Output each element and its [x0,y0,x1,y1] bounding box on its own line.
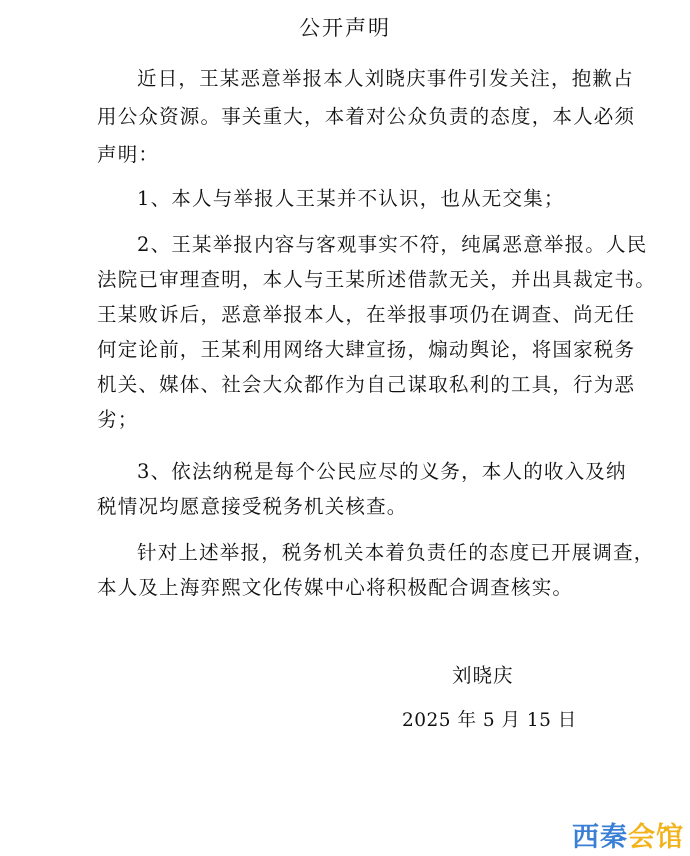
paragraph-line: 劣； [97,408,139,431]
paragraph-line: 机关、媒体、社会大众都作为自己谋取私利的工具，行为恶 [97,373,636,396]
paragraph-line: 本人及上海弈熙文化传媒中心将积极配合调查核实。 [97,576,574,599]
paragraph-line: 王某败诉后，恶意举报本人，在举报事项仍在调查、尚无任 [97,303,636,326]
paragraph-line: 用公众资源。事关重大，本着对公众负责的态度，本人必须 [97,105,636,128]
site-watermark [572,815,684,854]
watermark-part-1: 西秦 [572,822,628,853]
paragraph-line: 何定论前，王某利用网络大肆宣扬，煽动舆论，将国家税务 [97,338,636,361]
page-title: 公开声明 [299,16,391,40]
paragraph-line: 声明： [97,143,160,166]
signature: 刘晓庆 [452,664,514,687]
paragraph-line: 3、依法纳税是每个公民应尽的义务，本人的收入及纳 [137,460,627,483]
paragraph-line: 2、王某举报内容与客观事实不符，纯属恶意举报。人民 [137,233,648,256]
paragraph-line: 针对上述举报，税务机关本着负责任的态度已开展调查， [137,541,655,564]
statement-date: 2025 年 5 月 15 日 [402,710,577,731]
paragraph-line: 1、本人与举报人王某并不认识，也从无交集； [137,187,565,210]
watermark-part-2: 会馆 [628,822,684,853]
paragraph-line: 法院已审理查明，本人与王某所述借款无关，并出具裁定书。 [97,268,656,291]
paragraph-line: 税情况均愿意接受税务机关核查。 [97,495,408,518]
paragraph-line: 近日，王某恶意举报本人刘晓庆事件引发关注，抱歉占 [137,67,634,90]
